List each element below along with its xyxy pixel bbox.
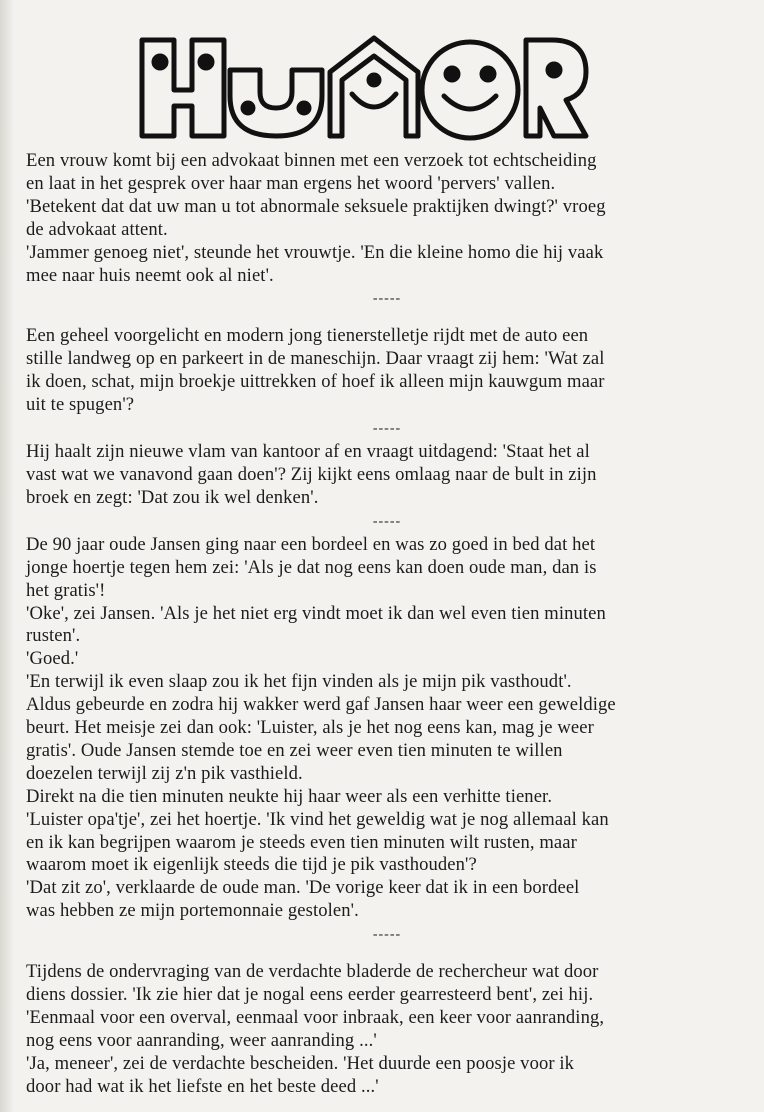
separator: ----- [372,291,402,307]
text-line: het gratis'! [26,579,106,601]
text-line: waarom moet ik eigenlijk steeds die tijd je pik vasthouden'? [26,854,477,876]
separator: ----- [372,421,402,437]
logo-letter-u [230,70,322,136]
text-line: uit te spugen'? [26,394,135,416]
text-line: was hebben ze mijn portemonnaie gestolen'. [26,900,359,922]
text-line: rusten'. [26,625,81,647]
text-line: Aldus gebeurde en zodra hij wakker werd gaf Jansen haar weer een geweldige [26,694,616,716]
text-line: Een vrouw komt bij een advokaat binnen met een verzoek tot echtscheiding [26,150,597,171]
logo-letter-r [526,40,586,136]
logo-letter-h [142,40,224,136]
spacer [26,311,726,325]
joke-4 [26,534,726,923]
text-line: door had wat ik het liefste en het beste deed ...' [26,1075,379,1097]
joke-5 [26,961,726,1098]
text-line: de advokaat attent. [26,218,168,240]
text-line: Hij haalt zijn nieuwe vlam van kantoor af en vraagt uitdagend: 'Staat het al [26,441,590,463]
text-line: gratis'. Oude Jansen stemde toe en zei weer even tien minuten te willen [26,739,563,761]
text-line: 'Luister opa'tje', zei het hoertje. 'Ik vind het geweldig wat je nog allemaal kan [26,808,609,830]
text-line: vast wat we vanavond gaan doen'? Zij kijkt eens omlaag naar de bult in zijn [26,463,597,485]
text-line: 'Jammer genoeg niet', steunde het vrouwtje. 'En die kleine homo die hij vaak [26,241,604,263]
text-line: 'Dat zit zo', verklaarde de oude man. 'De vorige keer dat ik in een bordeel [26,877,580,899]
text-line: en laat in het gesprek over haar man ergens het woord 'pervers' vallen. [26,172,556,194]
spacer [26,947,726,961]
joke-article [26,150,726,1099]
text-line: mee naar huis neemt ook al niet'. [26,264,274,286]
text-line: doezelen terwijl zij z'n pik vasthield. [26,762,303,784]
separator: ----- [372,513,402,529]
text-line: Tijdens de ondervraging van de verdachte bladerde de rechercheur wat door [26,961,599,983]
text-line: jonge hoertje tegen hem zei: 'Als je dat nog eens kan doen oude man, dan is [26,556,597,578]
joke-3 [26,441,726,510]
text-line: 'Eenmaal voor een overval, eenmaal voor inbraak, een keer voor aanranding, [26,1007,605,1028]
text-line: stille landweg op en parkeert in de maneschijn. Daar vraagt zij hem: 'Wat zal [26,348,605,370]
text-line: 'Betekent dat dat uw man u tot abnormale seksuele praktijken dwingt?' vroeg [26,195,606,217]
text-line: Direkt na die tien minuten neukte hij haar weer als een verhitte tiener. [26,785,553,807]
text-line: ik doen, schat, mijn broekje uittrekken of hoef ik alleen mijn kauwgum maar [26,371,605,393]
text-line: De 90 jaar oude Jansen ging naar een bordeel en was zo goed in bed dat het [26,533,596,555]
logo-letter-m [330,38,418,136]
text-line: en ik kan begrijpen waarom je steeds even tien minuten wilt rusten, maar [26,831,577,853]
page-edge [0,0,14,1112]
text-line: broek en zegt: 'Dat zou ik wel denken'. [26,486,319,508]
text-line: Een geheel voorgelicht en modern jong tienerstelletje rijdt met de auto een [26,325,589,347]
joke-2 [26,325,726,417]
text-line: 'Goed.' [26,648,79,670]
text-line: 'Ja, meneer', zei de verdachte bescheiden. 'Het duurde een poosje voor ik [26,1052,575,1074]
joke-1 [26,150,726,287]
text-line: 'En terwijl ik even slaap zou ik het fijn vinden als je mijn pik vasthoudt'. [26,671,572,693]
logo-letter-o [422,42,518,138]
text-line: diens dossier. 'Ik zie hier dat je nogal eens eerder gearresteerd bent', zei hij. [26,984,594,1006]
text-line: nog eens voor aanranding, weer aanranding ...' [26,1029,377,1051]
humor-logo [138,32,590,144]
text-line: 'Oke', zei Jansen. 'Als je het niet erg vindt moet ik dan wel even tien minuten [26,602,606,624]
separator: ----- [372,927,402,943]
text-line: beurt. Het meisje zei dan ook: 'Luister, als je het nog eens kan, mag je weer [26,717,594,739]
